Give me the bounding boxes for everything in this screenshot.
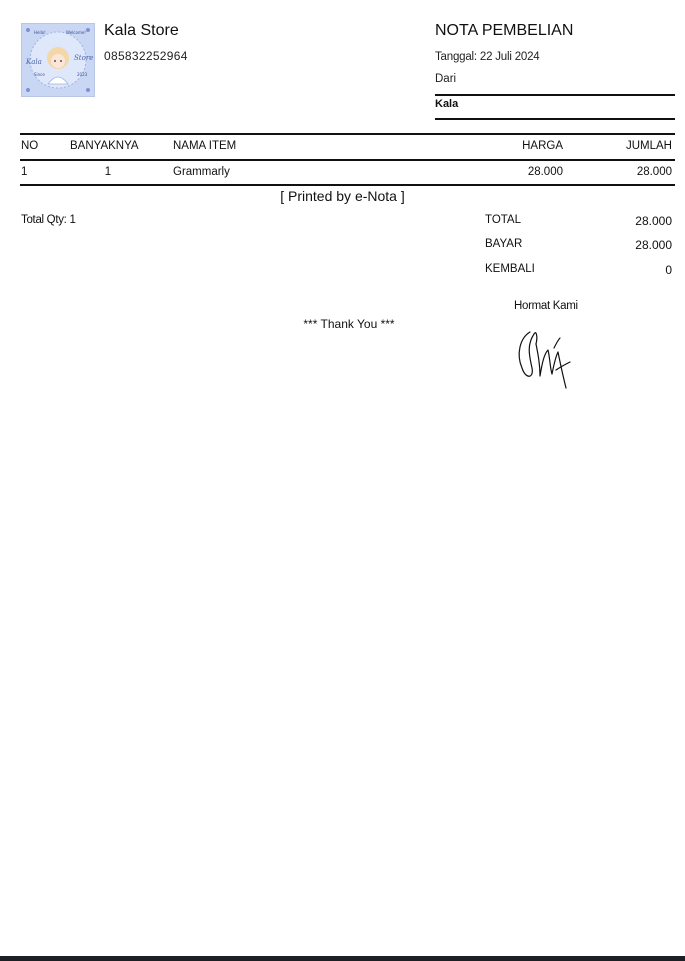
paid-value: 28.000 xyxy=(635,238,672,252)
table-top-divider xyxy=(20,133,675,135)
paid-label: BAYAR xyxy=(485,238,523,250)
signature-icon xyxy=(510,324,582,392)
row-amount: 28.000 xyxy=(636,166,672,178)
total-qty: Total Qty: 1 xyxy=(21,214,76,226)
regards-text: Hormat Kami xyxy=(514,300,578,312)
from-top-divider xyxy=(435,94,675,96)
printed-by: [ Printed by e-Nota ] xyxy=(280,188,405,204)
total-label: TOTAL xyxy=(485,214,521,226)
from-name: Kala xyxy=(435,98,459,110)
header-no: NO xyxy=(21,140,39,152)
logo-text-hello: Hello! xyxy=(34,30,46,35)
logo-text-since: Since xyxy=(34,72,45,77)
logo-text-welcome: Welcome! xyxy=(66,30,86,35)
row-price: 28.000 xyxy=(527,166,563,178)
logo-text-year: 2023 xyxy=(77,72,88,77)
store-logo xyxy=(21,23,95,97)
store-phone: 085832252964 xyxy=(104,49,188,63)
row-qty: 1 xyxy=(104,166,112,178)
header-amount: JUMLAH xyxy=(625,140,672,152)
store-name: Kala Store xyxy=(104,22,179,39)
header-bottom-divider xyxy=(20,159,675,161)
row-no: 1 xyxy=(21,166,28,178)
table-bottom-divider xyxy=(20,184,675,186)
header-qty: BANYAKNYA xyxy=(70,140,139,152)
row-item: Grammarly xyxy=(173,166,230,178)
total-value: 28.000 xyxy=(635,214,672,228)
bottom-bar xyxy=(0,956,685,961)
from-label: Dari xyxy=(435,73,457,85)
change-value: 0 xyxy=(665,263,672,277)
header-price: HARGA xyxy=(522,140,563,152)
logo-text-store: Store xyxy=(74,54,94,62)
change-label: KEMBALI xyxy=(485,263,535,275)
logo-text-kala: Kala xyxy=(26,58,42,66)
receipt-title: NOTA PEMBELIAN xyxy=(435,22,574,39)
receipt-date: Tanggal: 22 Juli 2024 xyxy=(435,51,540,63)
header-item: NAMA ITEM xyxy=(173,140,237,152)
thank-you-text: *** Thank You *** xyxy=(303,317,395,331)
from-bottom-divider xyxy=(435,118,675,120)
